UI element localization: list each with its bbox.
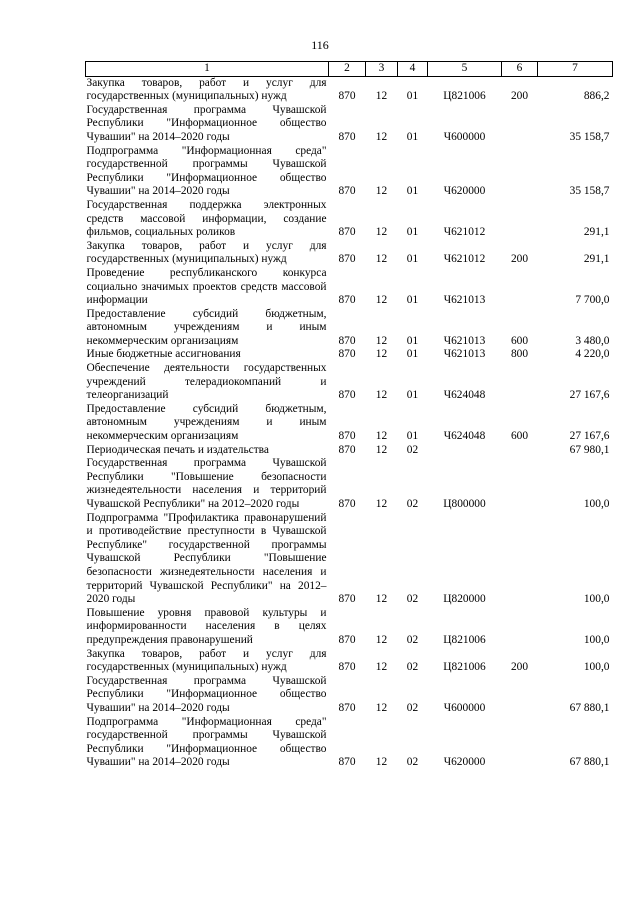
row-code-target: Ц821006 — [443, 633, 486, 646]
row-code-expense-type — [502, 267, 538, 308]
row-code-section: 12 — [375, 226, 388, 239]
row-code-section: 12 — [375, 90, 388, 103]
row-code-subsection: 02 — [406, 498, 419, 510]
row-code-section: 12 — [375, 430, 388, 443]
row-code-ministry: 870 — [338, 185, 356, 198]
table-row — [86, 308, 613, 349]
row-amount: 27 167,6 — [569, 389, 610, 402]
row-code-ministry: 870 — [338, 661, 356, 674]
column-header-1: 1 — [86, 62, 329, 77]
row-code-target: Ч621012 — [443, 253, 486, 266]
row-code-subsection: 02 — [406, 633, 419, 646]
row-code-subsection: 01 — [406, 226, 419, 239]
row-name: Повышение уровня правовой культуры и информированности населения в целях предупреждения правонарушений — [86, 606, 327, 646]
row-amount: 100,0 — [583, 661, 610, 674]
table-row — [86, 457, 613, 511]
row-code-target: Ч624048 — [443, 430, 486, 443]
row-code-ministry: 870 — [338, 430, 356, 443]
row-name: Предоставление субсидий бюджетным, автономным учреждениям и иным некоммерческим организациям — [86, 402, 327, 443]
row-code-expense-type — [502, 104, 538, 145]
row-code-target: Ч624048 — [443, 389, 486, 402]
row-code-expense-type — [502, 607, 538, 648]
row-code-subsection: 02 — [406, 593, 419, 606]
row-code-target: Ц820000 — [443, 593, 486, 606]
row-code-subsection: 01 — [406, 430, 419, 443]
row-code-target: Ч620000 — [443, 756, 486, 769]
row-code-section: 12 — [375, 701, 388, 714]
table-row — [86, 512, 613, 607]
row-code-expense-type — [502, 199, 538, 240]
column-header-7: 7 — [538, 62, 613, 77]
table-row — [86, 104, 613, 145]
row-code-expense-type: 200 — [510, 661, 529, 674]
row-code-subsection: 01 — [406, 90, 419, 103]
table-body — [86, 76, 613, 770]
row-code-ministry: 870 — [338, 130, 356, 143]
row-code-section: 12 — [375, 633, 388, 646]
table-row — [86, 145, 613, 199]
row-code-ministry: 870 — [338, 443, 356, 456]
column-header-6: 6 — [502, 62, 538, 77]
row-code-ministry: 870 — [338, 334, 356, 347]
table-row — [86, 199, 613, 240]
row-name: Государственная программа Чувашской Республики "Информационное общество Чувашии" на 2014–2020 годы — [86, 103, 327, 143]
row-code-expense-type — [502, 444, 538, 458]
table-row — [86, 675, 613, 716]
row-code-section: 12 — [375, 593, 388, 606]
row-code-ministry: 870 — [338, 633, 356, 646]
row-code-expense-type: 800 — [510, 348, 529, 361]
row-amount: 3 480,0 — [575, 334, 610, 347]
row-amount: 35 158,7 — [569, 130, 610, 143]
row-name: Государственная программа Чувашской Республики "Информационное общество Чувашии" на 2014–2020 годы — [86, 674, 327, 714]
row-amount: 67 980,1 — [569, 443, 610, 456]
row-code-target: Ц821006 — [443, 661, 486, 674]
row-code-target: Ч621013 — [443, 294, 486, 307]
row-code-section: 12 — [375, 389, 388, 402]
row-name: Подпрограмма "Информационная среда" государственной программы Чувашской Республики "Информационное общество Чувашии" на 2014–2020 годы — [86, 715, 327, 769]
row-name: Обеспечение деятельности государственных учреждений телерадиокомпаний и телеорганизаций — [86, 362, 327, 402]
row-code-target: Ч600000 — [443, 130, 486, 143]
row-amount: 100,0 — [583, 593, 610, 606]
table-row — [86, 362, 613, 403]
row-code-expense-type: 600 — [510, 430, 529, 443]
row-code-ministry: 870 — [338, 593, 356, 606]
row-name: Государственная поддержка электронных средств массовой информации, создание фильмов, социальных роликов — [86, 198, 327, 239]
row-code-ministry: 870 — [338, 253, 356, 266]
table-row — [86, 267, 613, 308]
row-amount: 67 880,1 — [569, 756, 610, 769]
row-code-expense-type — [502, 145, 538, 199]
row-name: Иные бюджетные ассигнования — [86, 348, 241, 361]
row-amount: 7 700,0 — [575, 294, 610, 307]
row-code-expense-type — [502, 362, 538, 403]
row-code-target: Ч621013 — [443, 334, 486, 347]
row-code-target: Ц821006 — [443, 90, 486, 103]
row-code-target — [428, 444, 502, 458]
row-amount: 291,1 — [583, 253, 610, 266]
row-code-subsection: 02 — [406, 443, 419, 456]
table-row — [86, 444, 613, 458]
row-name: Закупка товаров, работ и услуг для государственных (муниципальных) нужд — [86, 647, 327, 674]
row-name: Закупка товаров, работ и услуг для государственных (муниципальных) нужд — [86, 76, 327, 103]
row-code-section: 12 — [375, 498, 388, 510]
header-row — [86, 62, 613, 77]
row-amount: 100,0 — [583, 498, 610, 510]
row-name: Подпрограмма "Информационная среда" государственной программы Чувашской Республики "Информационное общество Чувашии" на 2014–2020 годы — [86, 144, 327, 198]
budget-table — [85, 61, 613, 770]
row-code-ministry: 870 — [338, 756, 356, 769]
row-amount: 67 880,1 — [569, 701, 610, 714]
row-code-section: 12 — [375, 130, 388, 143]
row-code-ministry: 870 — [338, 226, 356, 239]
column-header-5: 5 — [428, 62, 502, 77]
table-row — [86, 403, 613, 444]
row-code-subsection: 01 — [406, 294, 419, 307]
row-code-target: Ч621013 — [443, 348, 486, 361]
table-row — [86, 607, 613, 648]
row-name: Закупка товаров, работ и услуг для государственных (муниципальных) нужд — [86, 239, 327, 266]
row-amount: 27 167,6 — [569, 430, 610, 443]
table-row — [86, 240, 613, 267]
column-header-2: 2 — [329, 62, 366, 77]
row-code-target: Ч621012 — [443, 226, 486, 239]
column-header-3: 3 — [366, 62, 398, 77]
row-code-subsection: 01 — [406, 348, 419, 361]
row-name: Периодическая печать и издательства — [86, 443, 269, 456]
row-code-section: 12 — [375, 661, 388, 674]
row-code-section: 12 — [375, 348, 388, 361]
row-code-section: 12 — [375, 185, 388, 198]
table-row — [86, 76, 613, 104]
row-code-subsection: 02 — [406, 661, 419, 674]
table-header — [86, 62, 613, 77]
row-code-subsection: 01 — [406, 130, 419, 143]
column-header-4: 4 — [398, 62, 428, 77]
row-code-expense-type — [502, 512, 538, 607]
row-code-target: Ч600000 — [443, 701, 486, 714]
row-name: Подпрограмма "Профилактика правонарушений и противодействие преступности в Чувашской Республике" государственной программы Чувашской Республики "Повышение безопасности жизнедеятельности населения и территорий Чувашской Республики" на 2012–2020 годы — [86, 511, 327, 606]
page-number: 116 — [311, 38, 329, 52]
row-code-subsection: 01 — [406, 185, 419, 198]
row-amount: 100,0 — [583, 633, 610, 646]
row-code-expense-type — [502, 716, 538, 770]
row-code-subsection: 01 — [406, 389, 419, 402]
row-code-subsection: 01 — [406, 334, 419, 347]
row-code-ministry: 870 — [338, 90, 356, 103]
row-name: Предоставление субсидий бюджетным, автономным учреждениям и иным некоммерческим организациям — [86, 307, 327, 347]
row-code-expense-type: 600 — [510, 334, 529, 347]
row-code-expense-type: 200 — [510, 253, 529, 266]
row-amount: 35 158,7 — [569, 185, 610, 198]
row-name: Государственная программа Чувашской Республики "Повышение безопасности жизнедеятельности населения и территорий Чувашской Республики" на 2012–2020 годы — [86, 457, 327, 510]
row-code-target: Ч620000 — [443, 185, 486, 198]
row-code-expense-type — [502, 675, 538, 716]
row-code-subsection: 02 — [406, 701, 419, 714]
row-amount: 4 220,0 — [575, 348, 610, 361]
row-code-subsection: 01 — [406, 253, 419, 266]
row-name: Проведение республиканского конкурса социально значимых проектов средств массовой информации — [86, 266, 327, 307]
row-amount: 291,1 — [583, 226, 610, 239]
row-code-ministry: 870 — [338, 389, 356, 402]
row-code-section: 12 — [375, 756, 388, 769]
table-row — [86, 648, 613, 675]
row-code-ministry: 870 — [338, 348, 356, 361]
row-code-target: Ц800000 — [443, 498, 486, 510]
row-code-expense-type — [502, 457, 538, 511]
row-code-section: 12 — [375, 253, 388, 266]
row-code-section: 12 — [375, 443, 388, 456]
table-row — [86, 716, 613, 770]
row-code-ministry: 870 — [338, 294, 356, 307]
row-code-subsection: 02 — [406, 756, 419, 769]
row-code-ministry: 870 — [338, 701, 356, 714]
row-code-section: 12 — [375, 294, 388, 307]
row-amount: 886,2 — [583, 90, 610, 103]
row-code-ministry: 870 — [338, 498, 356, 510]
row-code-expense-type: 200 — [510, 90, 529, 103]
table-row — [86, 348, 613, 362]
row-code-section: 12 — [375, 334, 388, 347]
